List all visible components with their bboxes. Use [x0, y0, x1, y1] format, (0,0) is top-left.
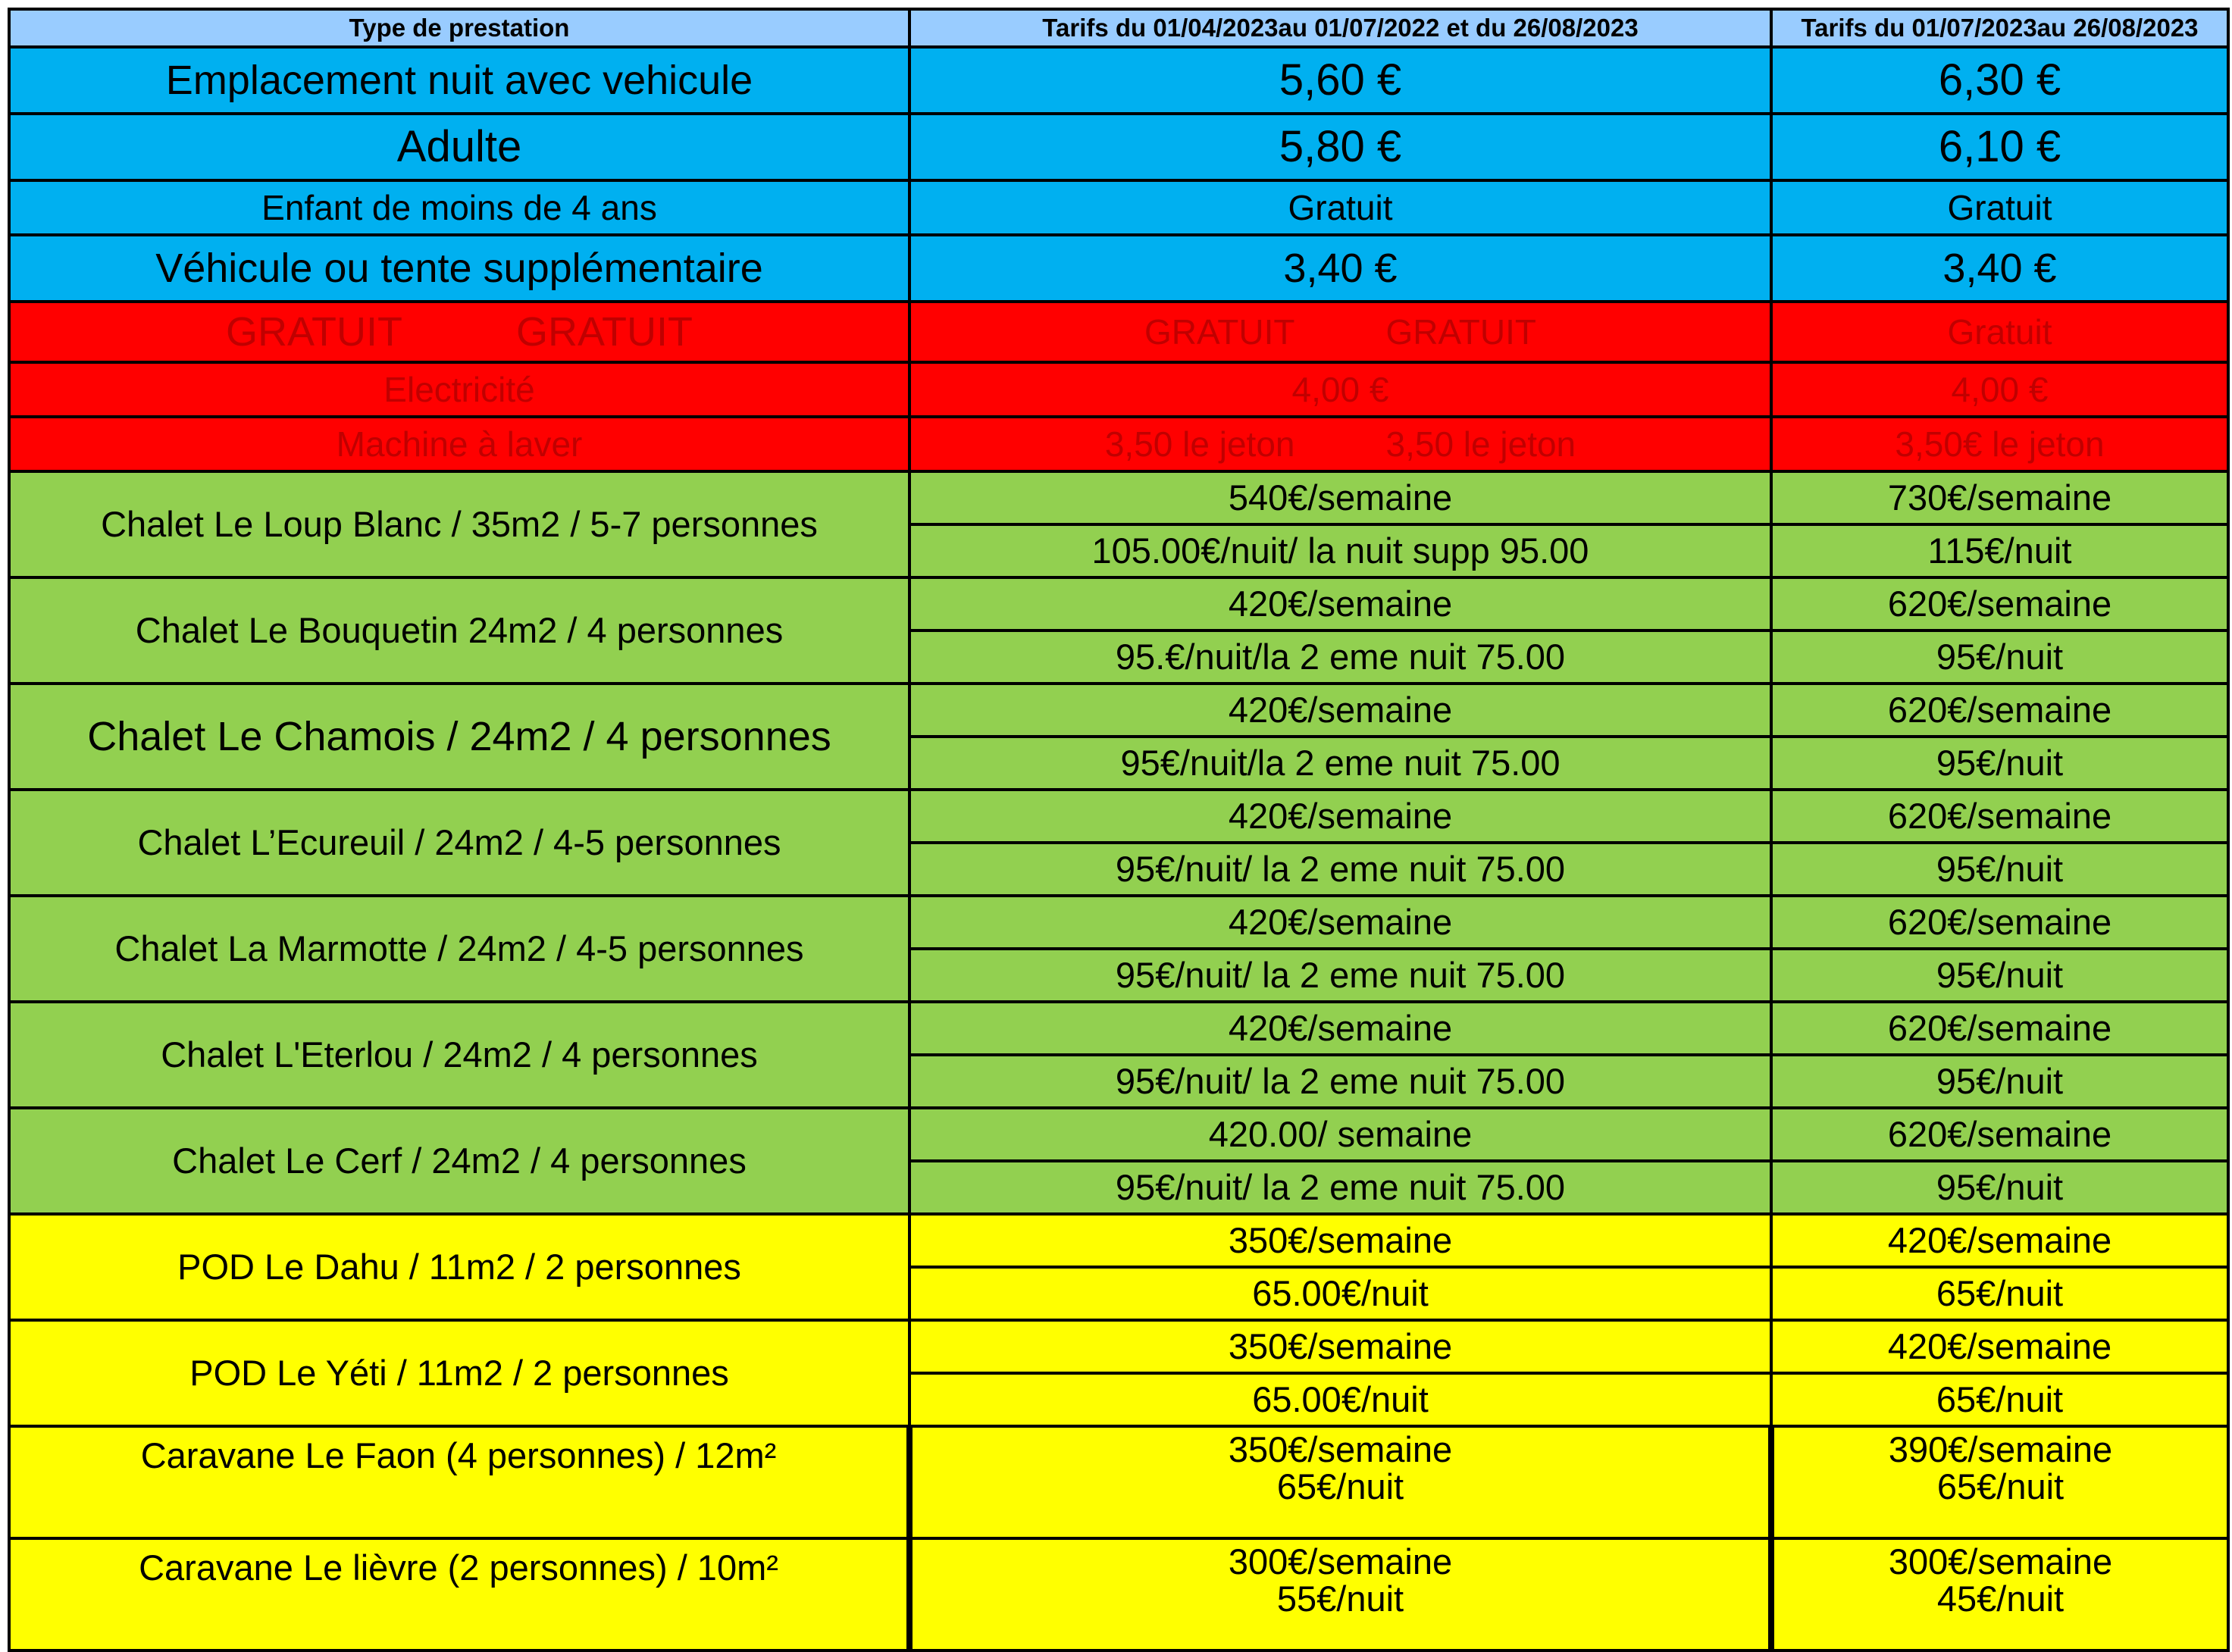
basic-price-1: Gratuit	[909, 180, 1771, 235]
chalet-night-1: 105.00€/nuit/ la nuit supp 95.00	[909, 524, 1771, 577]
free-price-1	[909, 302, 1771, 362]
caravan-week-2: 390€/semaine	[1888, 1429, 2113, 1469]
caravan-prices-1	[909, 1426, 1771, 1538]
caravan-prices-2	[1771, 1426, 2228, 1538]
chalet-week-1: 420€/semaine	[909, 790, 1771, 843]
chalet-label: Chalet Le Cerf / 24m2 / 4 personnes	[9, 1108, 909, 1214]
basic-row	[9, 47, 2228, 114]
pod-week-1: 350€/semaine	[909, 1214, 1771, 1267]
basic-label: Véhicule ou tente supplémentaire	[9, 235, 909, 302]
chalet-week-1: 420€/semaine	[909, 896, 1771, 949]
chalet-week-1: 420€/semaine	[909, 684, 1771, 737]
chalet-label: Chalet Le Chamois / 24m2 / 4 personnes	[9, 684, 909, 790]
chalet-night-1: 95€/nuit/la 2 eme nuit 75.00	[909, 737, 1771, 790]
chalet-row	[9, 896, 2228, 949]
price-table	[8, 8, 2230, 1652]
basic-label: Emplacement nuit avec vehicule	[9, 47, 909, 114]
basic-price-2: Gratuit	[1771, 180, 2228, 235]
basic-price-2: 3,40 €	[1771, 235, 2228, 302]
basic-label: Enfant de moins de 4 ans	[9, 180, 909, 235]
pod-row	[9, 1214, 2228, 1267]
pod-night-1: 65.00€/nuit	[909, 1373, 1771, 1426]
chalet-night-2: 115€/nuit	[1771, 524, 2228, 577]
chalet-week-2: 620€/semaine	[1771, 1108, 2228, 1161]
chalet-night-1: 95€/nuit/ la 2 eme nuit 75.00	[909, 1055, 1771, 1108]
chalet-night-2: 95€/nuit	[1771, 843, 2228, 896]
chalet-night-1: 95€/nuit/ la 2 eme nuit 75.00	[909, 843, 1771, 896]
washing-price-1-b: 3,50 le jeton	[1385, 424, 1576, 464]
chalet-row	[9, 684, 2228, 737]
electricity-price-1: 4,00 €	[909, 362, 1771, 417]
free-label-b: GRATUIT	[516, 308, 693, 355]
pod-label: POD Le Dahu / 11m2 / 2 personnes	[9, 1214, 909, 1320]
header-row	[9, 9, 2228, 47]
free-price-1-a: GRATUIT	[1144, 311, 1295, 352]
caravan-week-2: 300€/semaine	[1888, 1541, 2113, 1582]
basic-price-1: 5,80 €	[909, 114, 1771, 180]
chalet-week-2: 730€/semaine	[1771, 471, 2228, 524]
chalet-row	[9, 577, 2228, 630]
free-label-a: GRATUIT	[226, 308, 402, 355]
header-period-1: Tarifs du 01/04/2023au 01/07/2022 et du 26/08/2023	[909, 9, 1771, 47]
basic-row	[9, 114, 2228, 180]
header-period-2: Tarifs du 01/07/2023au 26/08/2023	[1771, 9, 2228, 47]
chalet-week-2: 620€/semaine	[1771, 684, 2228, 737]
basic-price-2: 6,10 €	[1771, 114, 2228, 180]
chalet-label: Chalet La Marmotte / 24m2 / 4-5 personnes	[9, 896, 909, 1002]
free-row	[9, 302, 2228, 362]
pod-week-1: 350€/semaine	[909, 1320, 1771, 1373]
chalet-week-1: 420€/semaine	[909, 577, 1771, 630]
chalet-night-2: 95€/nuit	[1771, 1055, 2228, 1108]
chalet-week-2: 620€/semaine	[1771, 577, 2228, 630]
pod-row	[9, 1320, 2228, 1373]
caravan-night-1: 65€/nuit	[1276, 1466, 1404, 1507]
chalet-label: Chalet Le Bouquetin 24m2 / 4 personnes	[9, 577, 909, 684]
basic-price-1: 5,60 €	[909, 47, 1771, 114]
washing-price-2: 3,50€ le jeton	[1771, 417, 2228, 471]
caravan-night-1: 55€/nuit	[1276, 1578, 1404, 1619]
caravan-night-2: 65€/nuit	[1936, 1466, 2065, 1507]
chalet-night-1: 95€/nuit/ la 2 eme nuit 75.00	[909, 949, 1771, 1002]
free-price-2: Gratuit	[1771, 302, 2228, 362]
caravan-label: Caravane Le lièvre (2 personnes) / 10m²	[9, 1538, 909, 1650]
caravan-week-1: 300€/semaine	[1228, 1541, 1453, 1582]
basic-label: Adulte	[9, 114, 909, 180]
washing-label: Machine à laver	[9, 417, 909, 471]
washing-row	[9, 417, 2228, 471]
chalet-week-2: 620€/semaine	[1771, 1002, 2228, 1055]
caravan-prices-1	[909, 1538, 1771, 1650]
caravan-label: Caravane Le Faon (4 personnes) / 12m²	[9, 1426, 909, 1538]
free-price-1-b: GRATUIT	[1385, 311, 1536, 352]
chalet-night-2: 95€/nuit	[1771, 1161, 2228, 1214]
basic-price-2: 6,30 €	[1771, 47, 2228, 114]
electricity-label: Electricité	[9, 362, 909, 417]
pod-night-2: 65€/nuit	[1771, 1373, 2228, 1426]
washing-price-1	[909, 417, 1771, 471]
pod-night-1: 65.00€/nuit	[909, 1267, 1771, 1320]
caravan-row	[9, 1538, 2228, 1650]
pod-week-2: 420€/semaine	[1771, 1214, 2228, 1267]
chalet-week-1: 540€/semaine	[909, 471, 1771, 524]
chalet-night-2: 95€/nuit	[1771, 949, 2228, 1002]
chalet-night-2: 95€/nuit	[1771, 737, 2228, 790]
chalet-week-1: 420.00/ semaine	[909, 1108, 1771, 1161]
chalet-night-2: 95€/nuit	[1771, 630, 2228, 684]
chalet-row	[9, 790, 2228, 843]
basic-row	[9, 180, 2228, 235]
chalet-week-1: 420€/semaine	[909, 1002, 1771, 1055]
chalet-row	[9, 1108, 2228, 1161]
pod-label: POD Le Yéti / 11m2 / 2 personnes	[9, 1320, 909, 1426]
chalet-label: Chalet Le Loup Blanc / 35m2 / 5-7 personnes	[9, 471, 909, 577]
caravan-night-2: 45€/nuit	[1936, 1578, 2065, 1619]
chalet-row	[9, 1002, 2228, 1055]
electricity-price-2: 4,00 €	[1771, 362, 2228, 417]
chalet-row	[9, 471, 2228, 524]
caravan-row	[9, 1426, 2228, 1538]
chalet-label: Chalet L'Eterlou / 24m2 / 4 personnes	[9, 1002, 909, 1108]
electricity-row	[9, 362, 2228, 417]
pod-night-2: 65€/nuit	[1771, 1267, 2228, 1320]
chalet-week-2: 620€/semaine	[1771, 896, 2228, 949]
caravan-prices-2	[1771, 1538, 2228, 1650]
pod-week-2: 420€/semaine	[1771, 1320, 2228, 1373]
header-type: Type de prestation	[9, 9, 909, 47]
caravan-week-1: 350€/semaine	[1228, 1429, 1453, 1469]
chalet-week-2: 620€/semaine	[1771, 790, 2228, 843]
free-label	[9, 302, 909, 362]
basic-price-1: 3,40 €	[909, 235, 1771, 302]
chalet-label: Chalet L’Ecureuil / 24m2 / 4-5 personnes	[9, 790, 909, 896]
basic-row	[9, 235, 2228, 302]
chalet-night-1: 95.€/nuit/la 2 eme nuit 75.00	[909, 630, 1771, 684]
chalet-night-1: 95€/nuit/ la 2 eme nuit 75.00	[909, 1161, 1771, 1214]
washing-price-1-a: 3,50 le jeton	[1104, 424, 1295, 464]
